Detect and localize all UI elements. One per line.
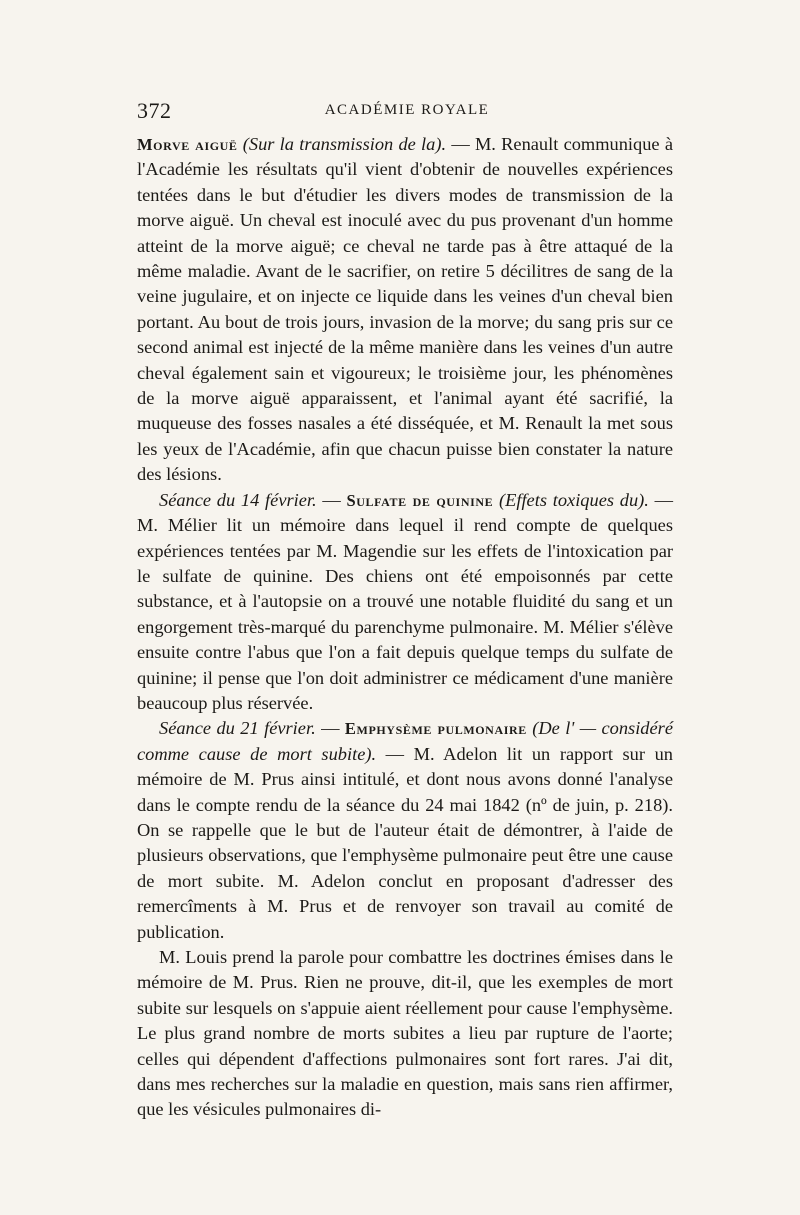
paragraph-text: — M. Mélier lit un mémoire dans lequel il rend compte de quelques expériences tentées par M. Magendie sur les effets de l'intoxication par le sulfate de quinine. Des chiens ont été empoisonnés par cette substance, et à l'autopsie on a trouvé une notable fluidité du sang et un engorgement très-marqué du parenchyme pulmonaire. M. Mélier s'élève ensuite contre l'abus que l'on a fait depuis quelque temps du sulfate de quinine; il pense que l'on doit administrer ce médicament d'une manière beaucoup plus réservée. xyxy=(137,489,673,713)
page-header xyxy=(137,98,677,128)
running-head: ACADÉMIE ROYALE xyxy=(324,102,490,118)
paragraph-emphyseme xyxy=(137,716,673,945)
paragraph-morve-aigue xyxy=(137,132,673,488)
separator-dash: — xyxy=(316,489,347,510)
paragraph-text: — M. Renault communique à l'Académie les résultats qu'il vient d'obtenir de nouvelles expériences tentées dans le but d'étudier les divers modes de transmission de la morve aiguë. Un cheval est inoculé avec du pus provenant d'un homme atteint de la morve aiguë; ce cheval ne tarde pas à être attaqué de la même maladie. Avant de le sacrifier, on retire 5 décilitres de sang de la veine jugulaire, et on injecte ce liquide dans les veines d'un cheval bien portant. Au bout de trois jours, invasion de la morve; du sang pris sur ce second animal est injecté de la même manière dans les veines d'un autre cheval également sain et vigoureux; le troisième jour, les phénomènes de la morve aiguë apparaissent, et l'animal ayant été sacrifié, la muqueuse des fosses nasales a été disséquée, et M. Renault la met sous les yeux de l'Académie, afin que chacun puisse bien constater la nature des lésions. xyxy=(137,134,673,485)
seance-date: Séance du 14 février. xyxy=(159,489,317,510)
paragraph-text: M. Louis prend la parole pour combattre les doctrines émises dans le mémoire de M. Prus. Rien ne prouve, dit-il, que les exemples de mort subite sur lesquels on s'appuie aient réellement pour cause l'emphysème. Le plus grand nombre de morts subites a lieu par rupture de l'aorte; celles qui dépendent d'affections pulmonaires sont fort rares. J'ai dit, dans mes recherches sur la maladie en question, mais sans rien affirmer, que les vésicules pulmonaires di- xyxy=(137,947,673,1120)
entry-heading: Sulfate de quinine xyxy=(346,490,494,510)
paragraph-text: — M. Adelon lit un rapport sur un mémoire de M. Prus ainsi intitulé, et dont nous avons donné l'analyse dans le compte rendu de la séance du 24 mai 1842 (nº de juin, p. 218). On se rappelle que le but de l'auteur était de démontrer, à l'aide de plusieurs observations, que l'emphysème pulmonaire peut être une cause de mort subite. M. Adelon conclut en proposant d'adresser des remercîments à M. Prus et de renvoyer son travail au comité de publication. xyxy=(137,743,673,942)
entry-subtitle: (Effets toxiques du). xyxy=(498,489,649,510)
paragraph-louis xyxy=(137,945,673,1123)
seance-date: Séance du 21 février. xyxy=(159,718,316,739)
entry-subtitle: (Sur la transmission de la). xyxy=(242,134,447,154)
separator-dash: — xyxy=(315,718,345,739)
entry-heading: Emphysème pulmonaire xyxy=(344,719,527,739)
body-text xyxy=(137,132,673,1123)
page-number: 372 xyxy=(137,98,172,123)
paragraph-sulfate-quinine xyxy=(137,488,673,717)
entry-heading: Morve aiguë xyxy=(137,135,238,154)
entry-subtitle: (De l' — considéré comme cause de mort subite). xyxy=(137,718,673,764)
